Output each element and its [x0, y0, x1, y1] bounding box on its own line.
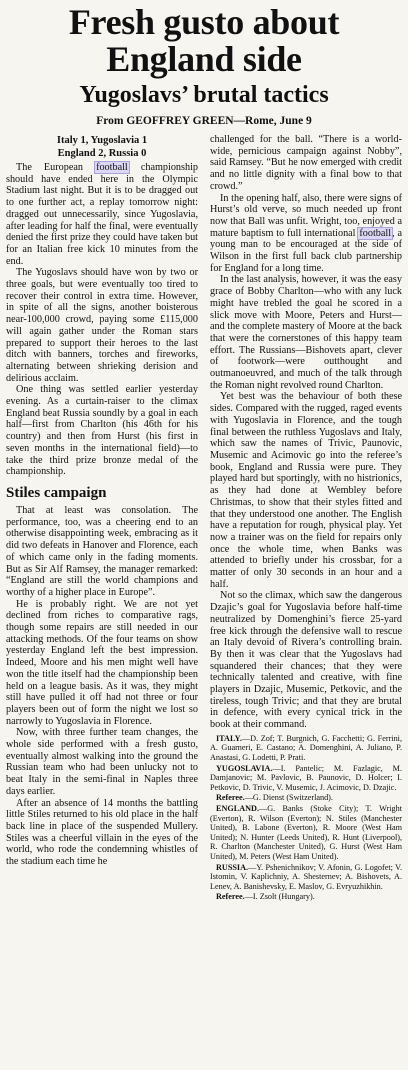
score-line: England 2, Russia 0	[57, 148, 147, 159]
subheadline: Yugoslavs’ brutal tactics	[79, 82, 329, 108]
headline: Fresh gusto about England side	[68, 2, 340, 79]
team-lineup: ENGLAND.—G. Banks (Stoke City); T. Wright (Everton), R. Wilson (Everton); N. Stiles (Manchester United), B. Labone (Everton), R. Moore (West Ham United); N. Hunter (Leeds United), R. Hunt (Liverpool), R. Charlton (Manchester United), G. Hurst (West Ham United), M. Peters (West Ham United).	[210, 804, 402, 861]
byline: From GEOFFREY GREEN—Rome, June 9	[96, 115, 312, 127]
article-paragraph: That at least was consolation. The performance, too, was a cheering end to an otherwise disappointing week, embracing as it did two defeats in Hanover and Florence, each of which came only in the fading moments. But as Sir Alf Ramsey, the manager remarked: “England are still the world champions and worthy of a higher place in Europe”.	[6, 504, 198, 598]
article-columns	[6, 134, 402, 903]
article-paragraph: Now, with three further team changes, the whole side performed with a fresh gusto, eventually almost walking into the ground the Russian team who had been unlucky not to beat Italy in the semi-final in Naples three days earlier.	[6, 727, 198, 797]
article-paragraph: One thing was settled earlier yesterday evening. As a curtain-raiser to the climax England beat Russia soundly by a goal in each half—first from Charlton (his 46th for his country) and then from Hurst (his first in seven months in the international field)—to take the third prize bronze medal of the championship.	[6, 384, 198, 478]
article-paragraph: In the last analysis, however, it was the easy grace of Bobby Charlton—who with any luck might have trebled the goal he scored in a slick move with Moore, Peters and Hurst—and the complete mastery of Moore at the back that were the cornerstones of this happy team effort. The Russians—Bishovets apart, clever of footwork—were outthought and outmanoeuvred, and much of the talk through the Roman night revolved round Charlton.	[210, 274, 402, 391]
article-paragraph: Not so the climax, which saw the dangerous Dzajic’s goal for Yugoslavia before half-time neutralized by Domenghini’s fierce 25-yard free kick through the defensive wall to rescue an Italy devoid of Rivera’s controlling brain. By then it was clear that the Yugoslavs had squandered their chances; that they were technically talented and creative, with fine players in Dzajic, Musemic, Petkovic, and the tireless, tough Trivic; and that they are brutal in defence, with every cynical trick in the book at their command.	[210, 590, 402, 731]
highlighted-word: football	[96, 162, 128, 173]
article-paragraph: After an absence of 14 months the battling little Stiles returned to his old place in the half back line in place of the suspended Mullery. Stiles was a cheerful villain in the eyes of the world, who rode the condemning whistles of the stadium each time he	[6, 797, 198, 868]
team-lineup: ITALY.—D. Zof; T. Burgnich, G. Facchetti; G. Ferrini, A. Guarneri, E. Castano; A. Domenghini, A. Juliano, P. Anastasi, G. Lodetti, P. Prati.	[210, 733, 402, 763]
article-paragraph: Yet best was the behaviour of both these sides. Compared with the rugged, raged events with Yugoslavia in Florence, and the tough final between the ruthless Yugoslavs and Italy, which saw the names of Trivic, Paunovic, Musemic and Acimovic go into the referee’s book, England and Russia were pure. They played hard but sportingly, with no histrionics, as they had done at Wembley before Christmas, to show that their styles fitted and that they understood one another. The English have a reputation for rough, physical play. Yet now a trainer was on the field for repairs only once the whole time, when Banks was attended to briefly under his crossbar, for a matter of only 30 seconds in an hour and a half.	[210, 391, 402, 590]
left-column	[6, 134, 198, 903]
referee-line: Referee.—I. Zsolt (Hungary).	[216, 892, 315, 902]
article-paragraph: The Yugoslavs should have won by two or three goals, but were eventually too tired to recover their control in extra time. However, in spite of all the signs, another boisterous near-100,000 crowd, paying some £115,000 will again gather under the Roman stars prepared to support their heroes to the last ditch with banners, torches and fireworks, alternating between shrieking derision and delirious acclaim.	[6, 267, 198, 384]
right-column	[210, 134, 402, 903]
referee-line: Referee.—G. Dienst (Switzerland).	[216, 793, 333, 803]
article-paragraph: challenged for the ball. “There is a world-wide, pernicious campaign against Nobby”, said Ramsey. “But he now emerged with credit and no little dignity with a final bow to that crowd.”	[210, 134, 402, 192]
crosshead: Stiles campaign	[6, 484, 107, 501]
article-paragraph: The European football championship should have ended here in the Olympic Stadium last night. But it is to be dragged out to one further act, a replay tomorrow night: dragged out unnecessarily, since Yugoslavia, after leading for half the final, were eventually denied the first prize they could have taken but for an Italian free kick 10 minutes from the end.	[6, 162, 198, 267]
highlighted-word: football	[359, 227, 392, 239]
article-paragraph: He is probably right. We are not yet declined from riches to comparative rags, though some repairs are still needed in our attacking methods. Of the four teams on show yesterday England left the best impression. Indeed, Moore and his men might well have won the title itself had the championship been held on a league basis. As it was, they might still have pulled it off had not three or four players been out of form the night we lost so narrowly to Yugoslavia in Florence.	[6, 598, 198, 727]
team-lineups	[210, 734, 402, 902]
team-lineup: YUGOSLAVIA.—I. Pantelic; M. Fazlagic, M. Damjanovic; M. Pavlovic, B. Paunovic, D. Holcer; I. Petkovic, D. Trivic, V. Musemic, J. Acimovic, D. Dzajic.	[210, 763, 402, 792]
article-paragraph: In the opening half, also, there were signs of Hurst’s old verve, so much needed up front now that Ball was unfit. Wright, too, enjoyed a mature baptism to full international football, a young man to be encouraged at the side of Wilson in the first full back club partnership for England for a long time.	[210, 192, 402, 274]
score-line: Italy 1, Yugoslavia 1	[56, 135, 148, 146]
team-lineup: RUSSIA.—Y. Pshenichnikov; V. Afonin, G. Logofet; V. Istomin, V. Kaplichniy, A. Shesternev; A. Bishovets, A. Lenev, A. Banishevsky, E. Maslov, G. Evryuzhikhin.	[210, 862, 402, 891]
